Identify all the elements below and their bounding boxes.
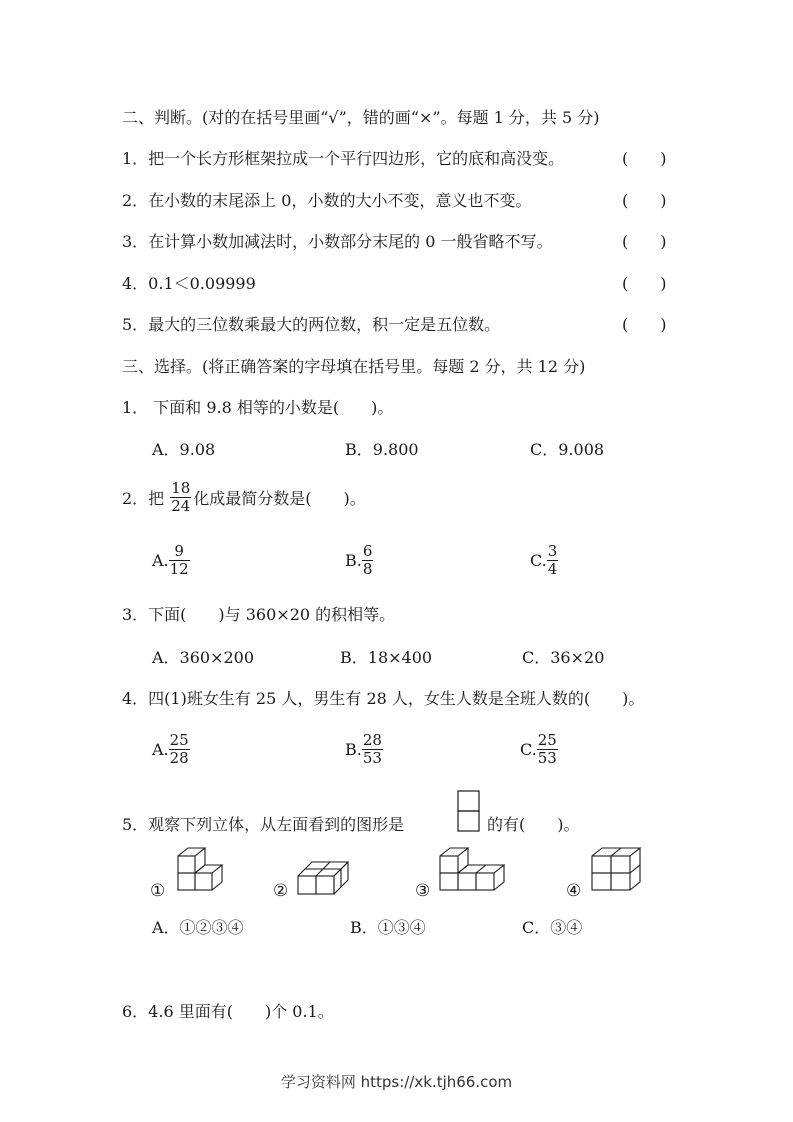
- answer-blank-1[interactable]: ( ): [622, 149, 667, 168]
- figure-label-4: ④: [566, 881, 582, 901]
- q1-option-b[interactable]: B．9.800: [345, 440, 419, 459]
- section-3-heading: 三、选择。(将正确答案的字母填在括号里。每题 2 分，共 12 分): [122, 357, 586, 376]
- q2-option-a-label: A.: [152, 551, 169, 570]
- q5-option-a[interactable]: A．①②③④: [152, 918, 244, 937]
- judge-question-3: 3．在计算小数加减法时，小数部分末尾的 0 一般省略不写。: [122, 232, 553, 251]
- q2-option-c-den: 4: [547, 560, 558, 578]
- choice-question-5-prefix: 5．观察下列立体，从左面看到的图形是: [122, 815, 405, 834]
- q3-option-b[interactable]: B．18×400: [340, 648, 433, 667]
- q2-option-c[interactable]: [530, 543, 558, 578]
- page-footer-watermark: 学习资料网 https://xk.tjh66.com: [280, 1073, 513, 1091]
- q4-option-b-fraction: [362, 732, 383, 767]
- q2-option-a-num: 9: [169, 543, 190, 561]
- q2-option-c-label: C.: [530, 551, 547, 570]
- q4-option-b-num: 28: [362, 731, 382, 749]
- q2-option-b-fraction: [362, 543, 374, 578]
- q1-option-a[interactable]: A．9.08: [152, 440, 216, 459]
- q4-option-b-den: 53: [362, 749, 382, 767]
- q4-option-c-label: C.: [520, 740, 537, 759]
- choice-question-3: 3．下面( )与 360×20 的积相等。: [122, 605, 396, 624]
- q2-option-a-den: 12: [169, 560, 189, 578]
- q4-option-c[interactable]: [520, 732, 558, 767]
- q3-option-c[interactable]: C．36×20: [522, 648, 605, 667]
- solid-figure-3: [440, 846, 516, 902]
- q3-option-a[interactable]: A．360×200: [152, 648, 255, 667]
- judge-question-5: 5．最大的三位数乘最大的两位数，积一定是五位数。: [122, 315, 501, 334]
- figure-label-3: ③: [415, 881, 431, 901]
- choice-question-5-suffix: 的有( )。: [487, 815, 580, 834]
- choice-question-1: 1． 下面和 9.8 相等的小数是( )。: [122, 398, 394, 417]
- q4-option-a[interactable]: [152, 732, 190, 767]
- q2-suffix: 化成最简分数是( )。: [193, 489, 366, 508]
- q5-option-c[interactable]: C．③④: [522, 918, 583, 937]
- answer-blank-2[interactable]: ( ): [622, 191, 667, 210]
- q2-fraction-numerator: 18: [171, 479, 191, 497]
- q4-option-c-num: 25: [537, 731, 557, 749]
- q4-option-a-fraction: [169, 732, 190, 767]
- q1-option-c[interactable]: C．9.008: [530, 440, 605, 459]
- figure-label-1: ①: [150, 881, 166, 901]
- answer-blank-3[interactable]: ( ): [622, 232, 667, 251]
- q4-option-b[interactable]: [345, 732, 383, 767]
- choice-question-6: 6．4.6 里面有( )个 0.1。: [122, 1002, 334, 1021]
- q5-option-b[interactable]: B．①③④: [350, 918, 426, 937]
- section-2-heading: 二、判断。(对的在括号里画“√”，错的画“×”。每题 1 分，共 5 分): [122, 108, 600, 127]
- judge-question-2: 2．在小数的末尾添上 0，小数的大小不变，意义也不变。: [122, 191, 532, 210]
- q2-option-a[interactable]: [152, 543, 190, 578]
- solid-figure-4: [592, 846, 648, 902]
- q4-option-a-num: 25: [169, 731, 189, 749]
- q4-option-a-label: A.: [152, 740, 169, 759]
- q2-option-b-label: B.: [345, 551, 362, 570]
- solid-figure-2: [298, 858, 366, 904]
- answer-blank-5[interactable]: ( ): [622, 315, 667, 334]
- q2-prefix: 2．把: [122, 489, 165, 508]
- judge-question-4: 4．0.1＜0.09999: [122, 274, 256, 293]
- q2-option-c-num: 3: [547, 542, 558, 560]
- q4-option-a-den: 28: [169, 749, 189, 767]
- left-view-figure: [457, 790, 481, 834]
- q2-fraction: [170, 480, 191, 515]
- choice-question-4: 4．四(1)班女生有 25 人，男生有 28 人，女生人数是全班人数的( )。: [122, 689, 645, 708]
- q2-option-c-fraction: [547, 543, 559, 578]
- q2-option-b[interactable]: [345, 543, 373, 578]
- q4-option-c-fraction: [537, 732, 558, 767]
- q4-option-b-label: B.: [345, 740, 362, 759]
- q2-option-b-num: 6: [362, 542, 373, 560]
- q2-fraction-denominator: 24: [171, 497, 191, 515]
- solid-figure-1: [178, 846, 234, 902]
- answer-blank-4[interactable]: ( ): [622, 274, 667, 293]
- q2-option-b-den: 8: [362, 560, 373, 578]
- choice-question-2: [122, 480, 366, 515]
- q2-option-a-fraction: [169, 543, 190, 578]
- judge-question-1: 1．把一个长方形框架拉成一个平行四边形，它的底和高没变。: [122, 149, 565, 168]
- figure-label-2: ②: [273, 881, 289, 901]
- q4-option-c-den: 53: [537, 749, 557, 767]
